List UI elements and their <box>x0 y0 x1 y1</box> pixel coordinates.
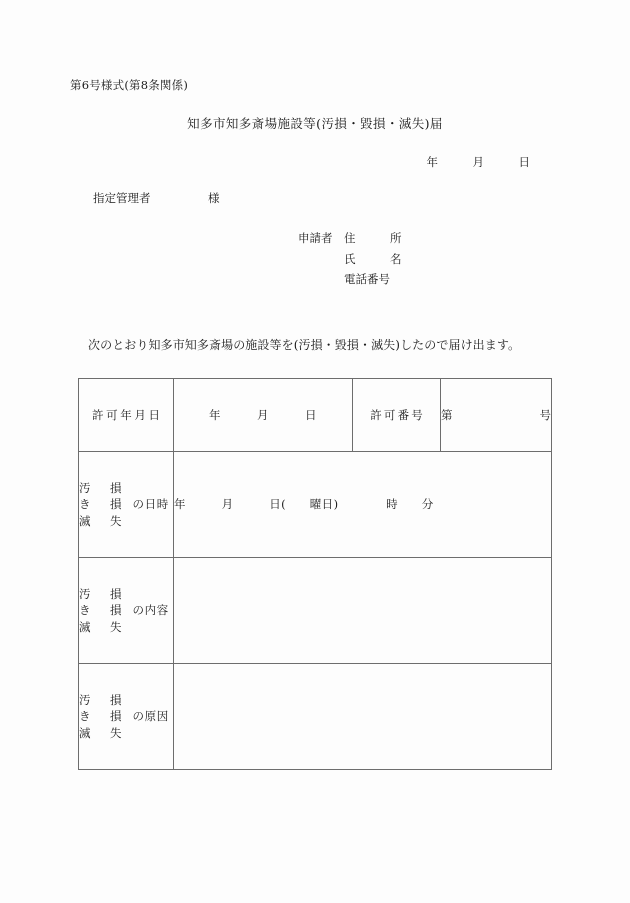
applicant-block <box>298 230 402 292</box>
permit-number-prefix: 第 <box>441 408 453 422</box>
damage-detail-suffix: の内容 <box>132 603 169 618</box>
damage-word-loss: 滅 失 <box>79 513 126 528</box>
damage-cause-value[interactable] <box>174 663 552 769</box>
permit-date-value[interactable]: 年 月 日 <box>174 379 353 452</box>
date-line: 年 月 日 <box>426 155 530 169</box>
applicant-name-field: 氏 名 <box>344 251 402 266</box>
damage-word-break: き 損 <box>79 497 126 512</box>
applicant-row <box>298 271 402 292</box>
permit-date-label: 許可年月日 <box>79 379 174 452</box>
damage-word-soil: 汚 損 <box>79 586 126 601</box>
damage-word-soil: 汚 損 <box>79 481 126 495</box>
damage-datetime-label <box>79 452 174 558</box>
permit-number-value[interactable] <box>441 379 552 452</box>
damage-datetime-suffix: の日時 <box>132 497 169 512</box>
applicant-phone-field: 電話番号 <box>344 272 390 286</box>
permit-number-label: 許可番号 <box>353 379 441 452</box>
applicant-row <box>298 251 402 272</box>
damage-datetime-value[interactable]: 年 月 日( 曜日) 時 分 <box>174 452 552 558</box>
body-statement: 次のとおり知多市知多斎場の施設等を(汚損・毀損・滅失)したので届け出ます。 <box>88 338 521 352</box>
permit-number-suffix: 号 <box>539 408 551 422</box>
damage-detail-label <box>79 557 174 663</box>
page-title: 知多市知多斎場施設等(汚損・毀損・滅失)届 <box>187 116 443 131</box>
damage-word-loss: 滅 失 <box>79 725 126 740</box>
damage-cause-suffix: の原因 <box>132 709 169 724</box>
damage-cause-label <box>79 663 174 769</box>
table-row <box>79 452 552 558</box>
table-row <box>79 663 552 769</box>
declaration-table <box>78 378 552 770</box>
addressee-line: 指定管理者 様 <box>93 191 220 205</box>
damage-word-soil: 汚 損 <box>79 692 126 707</box>
damage-detail-value[interactable] <box>174 557 552 663</box>
damage-word-break: き 損 <box>79 603 126 618</box>
table-row <box>79 379 552 452</box>
applicant-row <box>298 230 402 251</box>
applicant-address-field: 住 所 <box>344 231 402 245</box>
form-number: 第6号様式(第8条関係) <box>70 78 189 92</box>
table-row <box>79 557 552 663</box>
damage-word-break: き 損 <box>79 709 126 724</box>
applicant-label: 申請者 <box>298 231 333 245</box>
damage-word-loss: 滅 失 <box>79 619 126 634</box>
